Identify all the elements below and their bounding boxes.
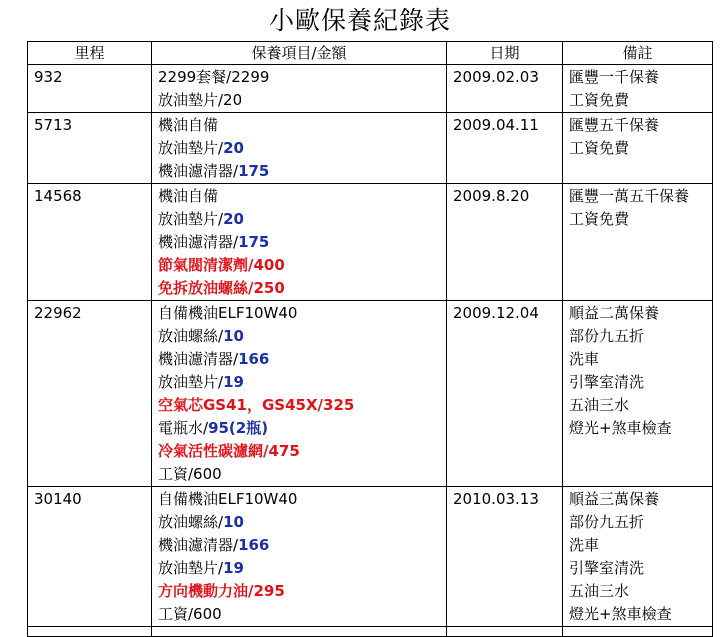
item-line (158, 557, 446, 580)
item-amount: 175 (238, 162, 270, 180)
item-line (158, 185, 446, 208)
item-line (158, 488, 446, 511)
item-line (158, 348, 446, 371)
partial-cell (447, 627, 563, 637)
item-line (158, 371, 446, 394)
item-amount: 10 (223, 327, 244, 345)
item-line (158, 511, 446, 534)
mileage-cell: 932 (28, 65, 152, 113)
table-row (28, 301, 713, 487)
partial-cell (28, 627, 152, 637)
note-line: 引擎室清洗 (569, 373, 645, 391)
items-cell (152, 301, 447, 487)
page-title: 小歐保養紀錄表 (268, 6, 451, 35)
item-line (158, 277, 446, 300)
item-line (158, 463, 446, 486)
item-text: 放油墊片/ (158, 139, 224, 157)
table-row (28, 184, 713, 301)
notes-cell (563, 113, 713, 184)
item-text: 自備機油ELF10W40 (158, 490, 298, 508)
date-cell: 2009.12.04 (447, 301, 563, 487)
item-text: 機油自備 (158, 187, 219, 205)
mileage-cell: 14568 (28, 184, 152, 301)
item-text: 機油自備 (158, 116, 219, 134)
item-line (158, 440, 446, 463)
item-highlight-text: 方向機動力油/295 (158, 582, 285, 600)
item-amount: 20 (223, 139, 244, 157)
table-body (28, 65, 713, 637)
items-cell (152, 487, 447, 627)
maintenance-log-table (27, 41, 713, 637)
note-line: 燈光+煞車檢查 (569, 605, 672, 623)
item-text: 放油墊片/ (158, 373, 224, 391)
date-cell: 2009.8.20 (447, 184, 563, 301)
note-line: 匯豐一千保養 (569, 68, 660, 86)
mileage-cell: 30140 (28, 487, 152, 627)
table-row (28, 65, 713, 113)
item-text: 機油濾清器/ (158, 350, 239, 368)
items-cell (152, 184, 447, 301)
table-row (28, 487, 713, 627)
item-text: 放油墊片/ (158, 559, 224, 577)
item-line (158, 66, 446, 89)
note-line: 引擎室清洗 (569, 559, 645, 577)
item-amount: 19 (223, 373, 244, 391)
header-items: 保養項目/金額 (152, 42, 447, 65)
date-cell: 2009.02.03 (447, 65, 563, 113)
item-text: 放油螺絲/ (158, 513, 224, 531)
item-text: 放油墊片/20 (158, 91, 243, 109)
item-highlight-text: 免拆放油螺絲/250 (158, 279, 285, 297)
item-highlight-text: 冷氣活性碳濾網/475 (158, 442, 300, 460)
note-line: 工資免費 (569, 210, 630, 228)
item-line (158, 137, 446, 160)
note-line: 順益二萬保養 (569, 304, 660, 322)
item-line (158, 417, 446, 440)
item-amount: 166 (238, 536, 270, 554)
table-row-partial (28, 627, 713, 637)
date-cell: 2010.03.13 (447, 487, 563, 627)
item-amount: 20 (223, 210, 244, 228)
note-line: 順益三萬保養 (569, 490, 660, 508)
item-highlight-text: 節氣閥清潔劑/400 (158, 256, 285, 274)
partial-cell (152, 627, 447, 637)
item-line (158, 325, 446, 348)
note-line: 工資免費 (569, 139, 630, 157)
note-line: 燈光+煞車檢查 (569, 419, 672, 437)
item-amount: 95(2瓶) (208, 419, 269, 437)
item-text: 2299套餐/2299 (158, 68, 270, 86)
item-text: 機油濾清器/ (158, 536, 239, 554)
mileage-cell: 22962 (28, 301, 152, 487)
item-text: 放油墊片/ (158, 210, 224, 228)
item-line (158, 160, 446, 183)
note-line: 洗車 (569, 536, 600, 554)
item-text: 自備機油ELF10W40 (158, 304, 298, 322)
table-row (28, 113, 713, 184)
item-text: 機油濾清器/ (158, 162, 239, 180)
item-line (158, 114, 446, 137)
note-line: 五油三水 (569, 582, 630, 600)
item-text: 工資/600 (158, 465, 222, 483)
note-line: 五油三水 (569, 396, 630, 414)
notes-cell (563, 301, 713, 487)
item-line (158, 254, 446, 277)
note-line: 洗車 (569, 350, 600, 368)
item-line (158, 89, 446, 112)
item-line (158, 534, 446, 557)
note-line: 匯豐一萬五千保養 (569, 187, 690, 205)
header-mileage: 里程 (28, 42, 152, 65)
item-text: 機油濾清器/ (158, 233, 239, 251)
partial-cell (563, 627, 713, 637)
notes-cell (563, 487, 713, 627)
item-text: 工資/600 (158, 605, 222, 623)
table-header-row (28, 42, 713, 65)
note-line: 匯豐五千保養 (569, 116, 660, 134)
items-cell (152, 65, 447, 113)
notes-cell (563, 184, 713, 301)
item-amount: 175 (238, 233, 270, 251)
item-text: 電瓶水/ (158, 419, 209, 437)
item-line (158, 302, 446, 325)
item-amount: 19 (223, 559, 244, 577)
item-line (158, 208, 446, 231)
item-highlight-text: 空氣芯GS41，GS45X/325 (158, 396, 355, 414)
header-notes: 備註 (563, 42, 713, 65)
header-date: 日期 (447, 42, 563, 65)
note-line: 部份九五折 (569, 513, 645, 531)
item-line (158, 231, 446, 254)
item-amount: 166 (238, 350, 270, 368)
date-cell: 2009.04.11 (447, 113, 563, 184)
item-line (158, 394, 446, 417)
items-cell (152, 113, 447, 184)
item-line (158, 580, 446, 603)
note-line: 工資免費 (569, 91, 630, 109)
item-text: 放油螺絲/ (158, 327, 224, 345)
note-line: 部份九五折 (569, 327, 645, 345)
mileage-cell: 5713 (28, 113, 152, 184)
item-amount: 10 (223, 513, 244, 531)
notes-cell (563, 65, 713, 113)
